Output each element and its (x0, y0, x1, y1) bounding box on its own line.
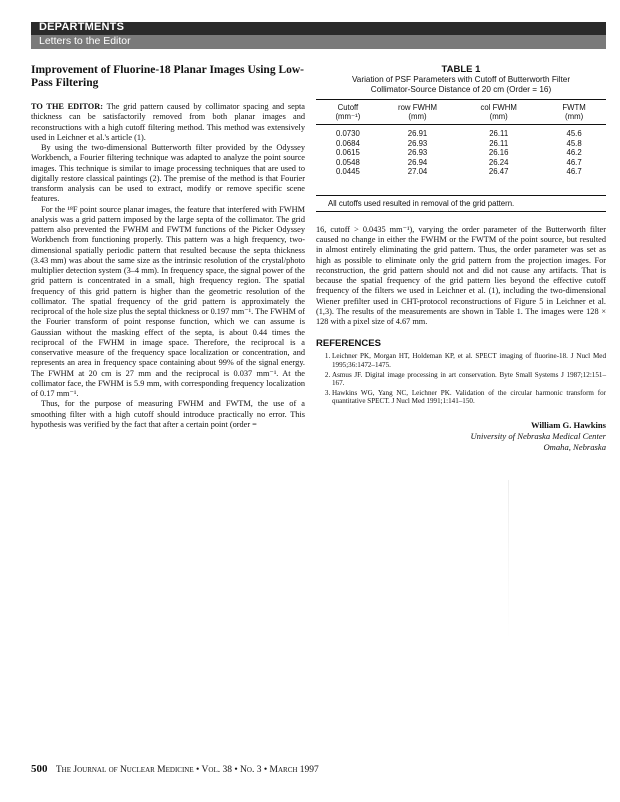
table-label: TABLE 1 (441, 64, 481, 75)
paragraph-1-text: The grid pattern caused by collimator spacing and septa thickness can be satisfactorily removed from both planar images and reconstructions with a high cutoff filtering method. This method was extensively used in Leichner et al.'s article (1). (31, 102, 305, 142)
col-header-row-fwhm: row FWHM (mm) (380, 100, 455, 125)
table-row (316, 148, 606, 158)
section-header (31, 22, 606, 35)
reference-item: 1. Leichner PK, Morgan HT, Holdeman KP, et al. SPECT imaging of fluorine-18. J Nucl Med 1995;36:1472–1475. (332, 352, 606, 369)
table-cell: 46.2 (566, 148, 582, 158)
paragraph-4: Thus, for the purpose of measuring FWHM and FWTM, the use of a smoothing filter with a high cutoff should introduce practically no error. This hypothesis was verified by the fact that after a certain point (order = (31, 399, 305, 429)
table-cell: 26.47 (455, 167, 542, 195)
article-body-left (31, 102, 305, 430)
table-row (316, 167, 606, 195)
section-title: DEPARTMENTS (39, 21, 125, 33)
table-cell: 0.0615 (335, 148, 360, 158)
table-row (316, 139, 606, 149)
table-cell: 26.11 (489, 129, 509, 138)
references-heading: REFERENCES (316, 338, 381, 350)
table-cell: 45.8 (566, 138, 582, 148)
left-column (31, 64, 305, 430)
table-cell: 26.11 (489, 138, 509, 148)
paragraph-3: For the ¹⁸F point source planar images, the feature that interfered with FWHM analysis was a grid pattern imposed by the large septa of the collimator. The grid pattern also prevented the FWHM and FWTM functions of the Picker Odyssey Workbench from functioning properly. This pattern was a high frequency, two-dimensional spatially periodic pattern that resulted because the septa thickness (3.43 mm) was about the same size as the intrinsic resolution of the crystal/photo multiplier detection system (3–4 mm). In frequency space, the signal power of the grid pattern is concentrated in a small, high frequency region. The spatial frequency of this grid pattern is higher than the geometric resolution of the collimator. The spatial frequency of the grid pattern is approximately the reciprocal of the hole size plus the septal thickness or 0.197 mm⁻¹. The FWHM of the Fourier transform of point response function, which we can assume is Gaussian without the masking effect of the septa, is about 0.44 times the reciprocal of the FWHM in image space. Therefore, the reciprocal is a conservative measure of the frequency space localization or concentration, and represents an area in frequency space containing about 99% of the signal energy. The FWHM at 20 cm is 27 mm and the reciprocal is 0.037 mm⁻¹. At the collimator face, the FWHM is 5.9 mm, with corresponding frequency localization of 0.17 mm⁻¹. (31, 204, 305, 398)
col-header-fwtm: FWTM (mm) (542, 100, 606, 125)
table-footnote: All cutoffs used resulted in removal of the grid pattern. (316, 196, 606, 212)
table-cell: 26.93 (407, 138, 428, 148)
author-affiliation: University of Nebraska Medical Center (470, 431, 606, 442)
table-cell: 0.0548 (335, 157, 360, 167)
table-cell: 0.0730 (335, 129, 360, 138)
table-cell: 46.7 (566, 157, 582, 167)
table-caption-line-2: Collimator-Source Distance of 20 cm (Order = 16) (370, 85, 552, 94)
article-body-right (316, 225, 606, 328)
author-name: William G. Hawkins (530, 420, 606, 431)
table-cell: 27.04 (380, 167, 455, 195)
table-cell: 26.94 (407, 157, 428, 167)
psf-table (316, 99, 606, 196)
table-cell: 0.0445 (316, 167, 380, 195)
reference-item: 3. Hawkins WG, Yang NC, Leichner PK. Validation of the circular harmonic transform for quantitative SPECT. J Nucl Med 1991;1:141–150. (332, 389, 606, 406)
references-list (316, 352, 606, 406)
table-header-row (316, 100, 606, 125)
paragraph-1 (31, 102, 305, 143)
table-cell: 26.91 (407, 129, 428, 138)
scan-artifact (508, 480, 509, 640)
table-heading (316, 64, 606, 95)
table-cell: 26.93 (407, 148, 428, 158)
right-column (316, 64, 606, 453)
table-cell: 26.24 (488, 157, 509, 167)
journal-citation: The Journal of Nuclear Medicine • Vol. 38 • No. 3 • March 1997 (55, 765, 319, 775)
table-row (316, 125, 606, 139)
page-number: 500 (31, 763, 48, 775)
page-footer (31, 763, 319, 775)
table-cell: 46.7 (542, 167, 606, 195)
author-location: Omaha, Nebraska (543, 442, 606, 453)
subsection-header (31, 35, 606, 49)
signature-block (316, 420, 606, 453)
table-cell: 26.16 (488, 148, 509, 158)
paragraph-5: 16, cutoff > 0.0435 mm⁻¹), varying the order parameter of the Butterworth filter caused no change in either the FWHM or the FWTM of the point source, but resulted in almost entirely eliminating the grid pattern. Thus, the order parameter was set as high as possible to eliminate only the grid pattern from the projection images. For reconstruction, the grid pattern should not and did not cause any artifacts. That is because the spatial frequency of the grid pattern lies beyond the effective cutoff frequency of the filters we used in Leichner et al. (1), including the two-dimensional Wiener prefilter used in CHT-protocol reconstructions of Figure 5 in Leichner et al. (1,3). The results of the measurements are shown in Table 1. The images were 128 × 128 with a pixel size of 4.67 mm. (316, 224, 606, 327)
table-row (316, 158, 606, 168)
reference-item: 2. Asmus JF. Digital image processing in art conservation. Byte Small Systems J 1987;12:151–167. (332, 371, 606, 388)
article-title: Improvement of Fluorine-18 Planar Images Using Low-Pass Filtering (31, 64, 305, 89)
col-header-cutoff: Cutoff (mm⁻¹) (316, 100, 380, 125)
subsection-title: Letters to the Editor (39, 35, 131, 47)
col-header-col-fwhm: col FWHM (mm) (455, 100, 542, 125)
table-cell: 0.0684 (335, 138, 360, 148)
table-caption-line-1: Variation of PSF Parameters with Cutoff of Butterworth Filter (351, 75, 571, 84)
table-cell: 45.6 (566, 129, 582, 138)
lead-in: TO THE EDITOR: (31, 102, 103, 111)
paragraph-2: By using the two-dimensional Butterworth filter provided by the Odyssey Workbench, a Fourier filtering technique was adapted to analyze the point source images. This technique is similar to image processing techniques that are used to digitally restore classical paintings (2). The premise of the method is that Fourier transform analysis can be used to extract, modify or remove specific scene features. (31, 143, 305, 204)
